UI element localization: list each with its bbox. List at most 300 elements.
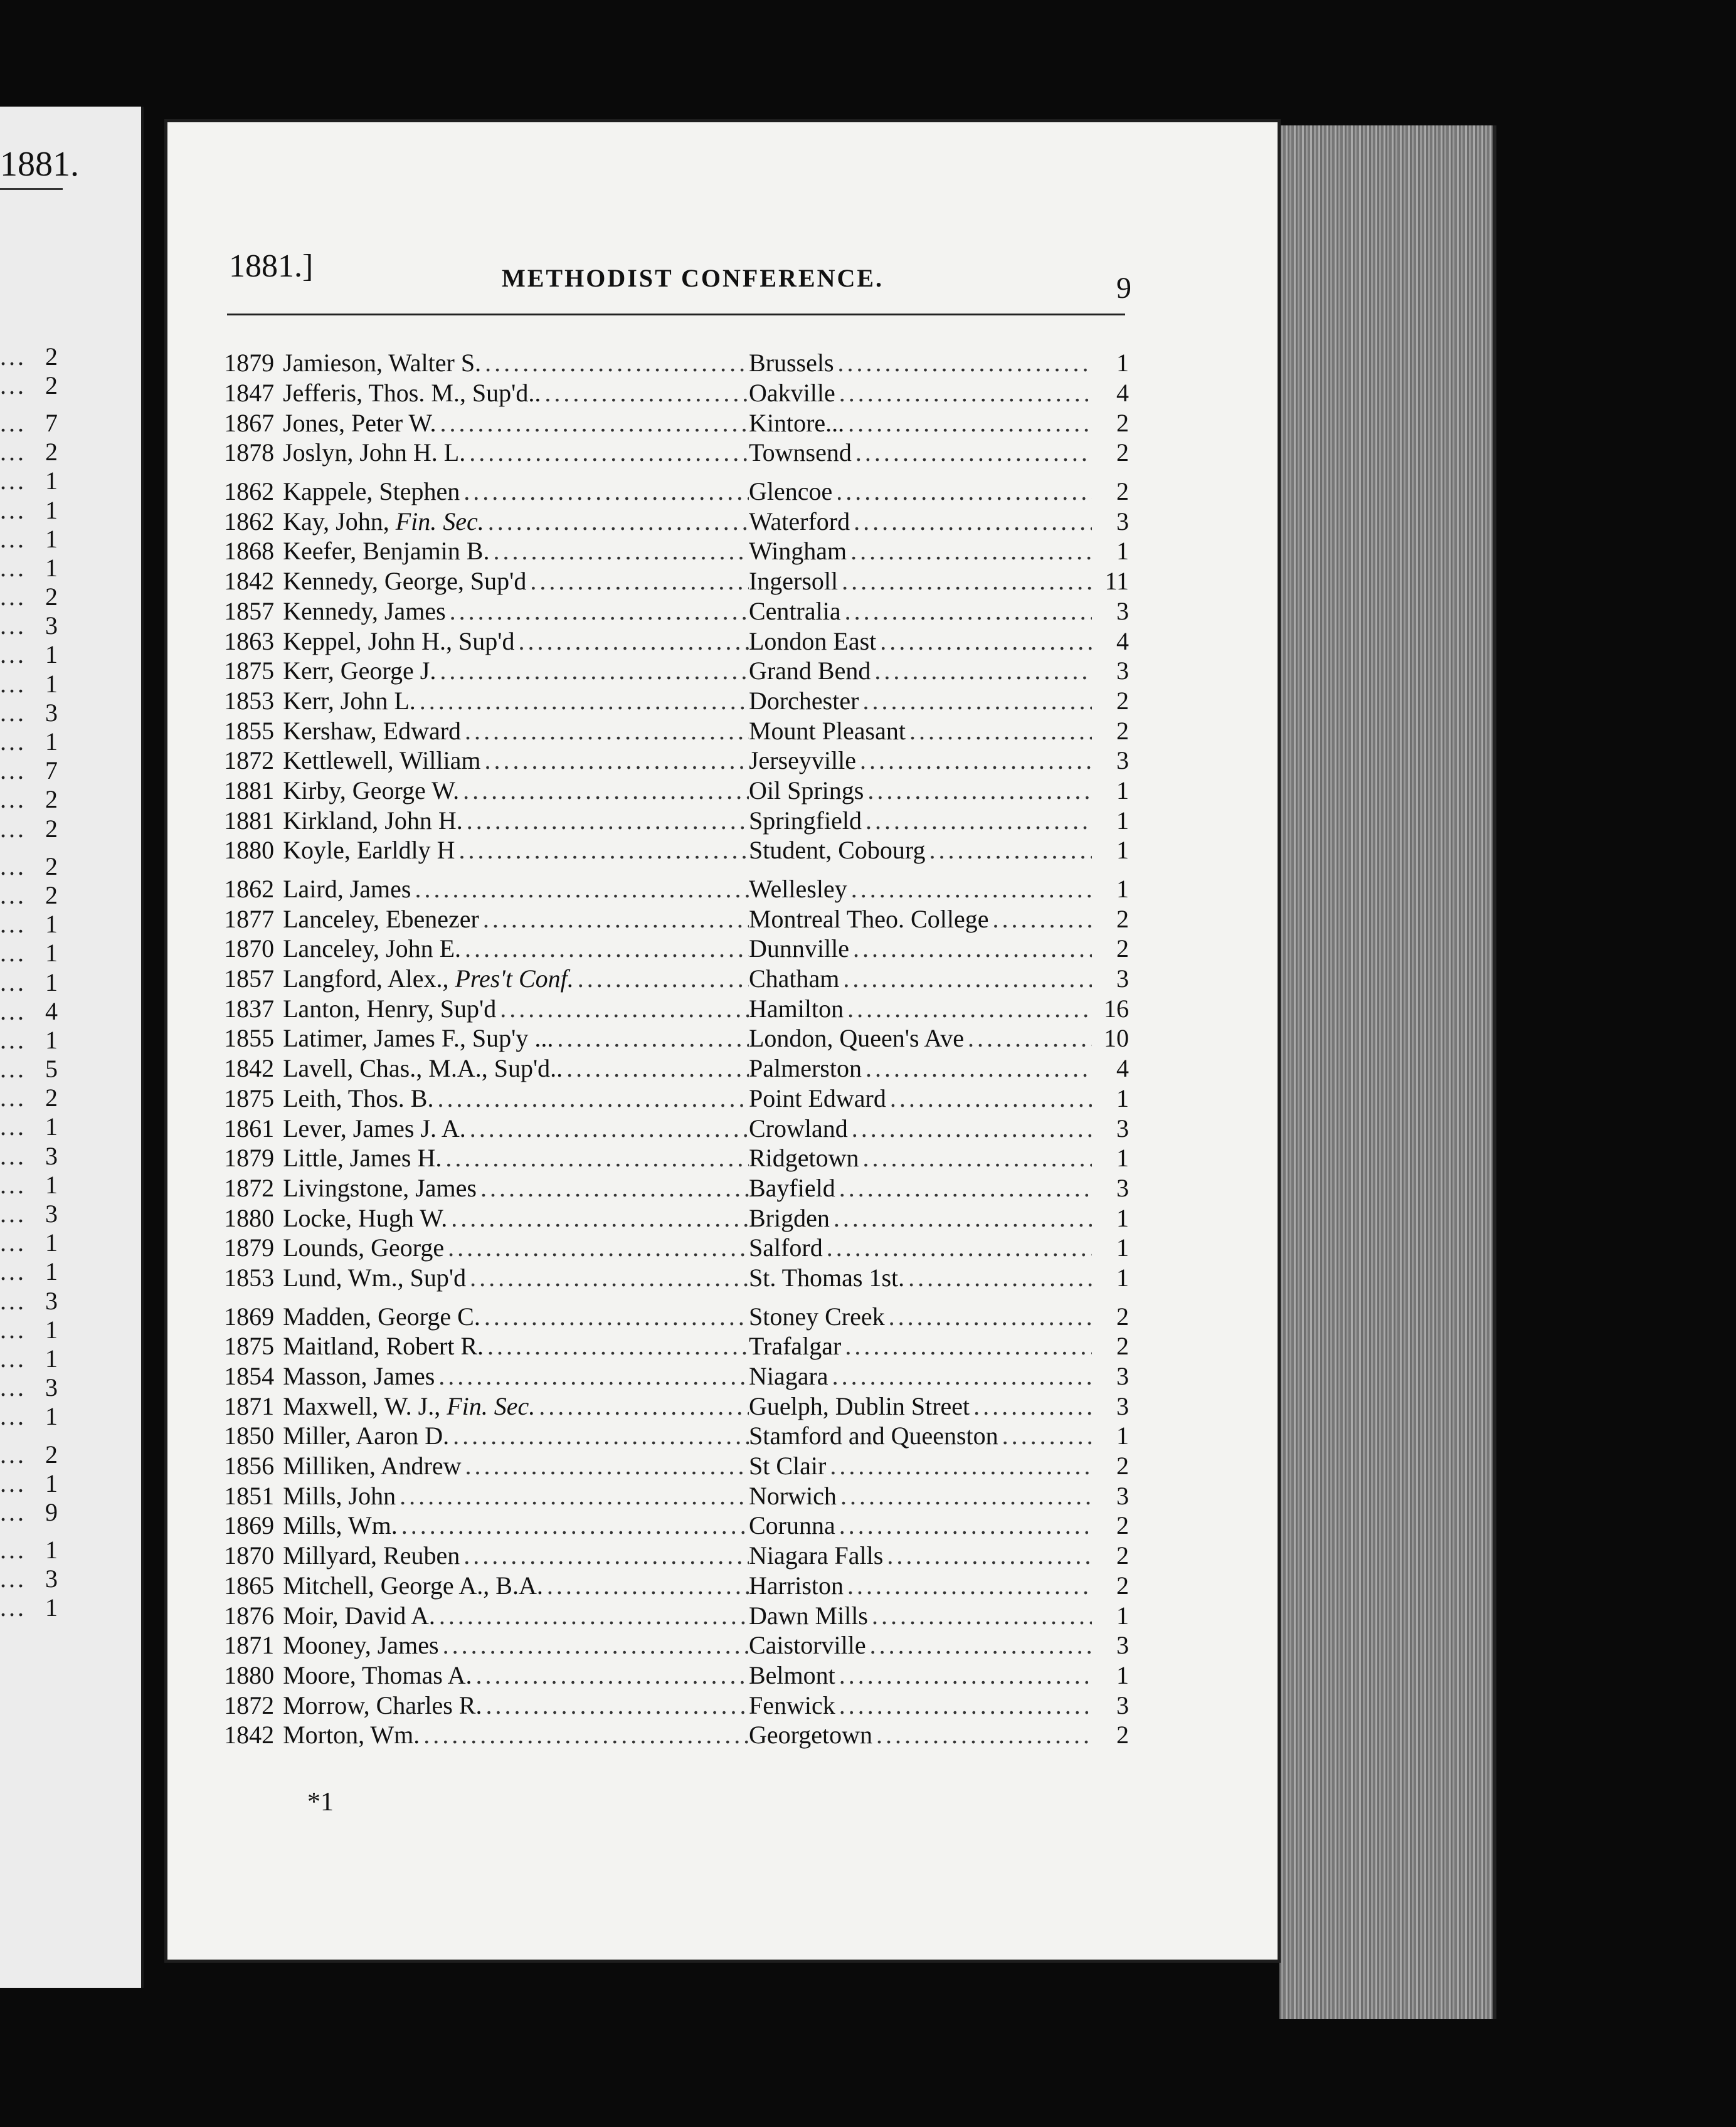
years-count: 3 [1116,1362,1130,1391]
leader-dots [460,477,749,506]
years-count: 1 [1116,1601,1130,1630]
group-gap [194,468,1129,477]
years-count: 3 [1116,1691,1130,1719]
left-leader-dots: ... [0,1112,26,1141]
leader-dots [847,536,1092,566]
leader-dots [444,1233,749,1262]
entry-year: 1857 [224,596,275,625]
left-years-count: 1 [45,910,58,939]
leader-dots [481,348,749,377]
circuit-name: St. Thomas 1st. [748,1263,905,1292]
circuit-name: Norwich [748,1481,837,1510]
minister-name: Moir, David A. [283,1601,435,1630]
left-years-count: 2 [45,1440,58,1469]
left-years-count: 1 [45,1257,58,1286]
entry-year: 1869 [224,1302,275,1331]
entry-year: 1877 [224,904,275,933]
entry-year: 1878 [224,438,275,467]
minister-name: Moore, Thomas A. [283,1660,472,1689]
left-years-count: 3 [45,1141,58,1170]
minister-name: Mills, John [283,1481,396,1510]
leader-dots [872,1720,1092,1750]
minister-row [194,656,1129,686]
minister-row [194,348,1129,378]
circuit-name: Student, Cobourg [748,836,926,865]
left-leader-dots: ... [0,1084,26,1112]
entry-year: 1862 [224,477,275,506]
leader-dots [970,1391,1092,1421]
left-page-rule [0,188,63,190]
circuit-name: Stamford and Queenston [748,1422,998,1450]
minister-name: Jefferis, Thos. M., Sup'd.. [283,379,541,408]
minister-name: Kettlewell, William [283,746,481,775]
minister-row [194,1421,1129,1451]
left-page-row [0,1112,82,1141]
years-count: 2 [1116,934,1130,963]
entry-year: 1876 [224,1601,275,1630]
leader-dots [835,1511,1093,1540]
entry-year: 1872 [224,746,275,775]
minister-name: Kerr, George J. [283,657,437,685]
left-page-row [0,880,82,909]
years-count: 1 [1116,1084,1130,1112]
minister-row [194,776,1129,806]
circuit-name: Crowland [748,1114,848,1143]
years-count: 2 [1116,1721,1130,1750]
left-leader-dots: ... [0,1257,26,1286]
leader-dots [828,1361,1093,1391]
minister-row [194,874,1129,904]
leader-dots [850,507,1092,536]
leader-dots [885,1302,1093,1331]
page-number: 9 [1116,272,1131,305]
left-leader-dots: ... [0,1593,26,1622]
header-rule [227,314,1125,315]
leader-dots [435,1361,749,1391]
years-count: 10 [1104,1024,1130,1053]
entry-year: 1872 [224,1691,275,1719]
minister-row [194,1263,1129,1293]
left-page-row [0,1315,82,1344]
leader-dots [489,536,748,566]
left-page-row [0,1141,82,1170]
left-years-count: 2 [45,583,58,611]
minister-row [194,1023,1129,1053]
left-page-row [0,785,82,814]
left-page-row [0,1440,82,1469]
leader-dots [463,806,749,835]
leader-dots [461,716,749,746]
left-page-row [0,611,82,640]
left-leader-dots: ... [0,1315,26,1344]
left-years-count: 1 [45,727,58,756]
left-years-count: 1 [45,1112,58,1141]
leader-dots [835,1691,1093,1720]
years-count: 2 [1116,477,1130,506]
circuit-name: Mount Pleasant [748,716,906,745]
entry-year: 1865 [224,1571,275,1600]
minister-name: Masson, James [283,1362,435,1391]
left-page-row [0,371,82,399]
left-years-count: 7 [45,756,58,785]
left-years-count: 1 [45,467,58,495]
circuit-name: Ridgetown [748,1144,859,1173]
leader-dots [480,746,749,775]
left-leader-dots: ... [0,880,26,909]
left-page-row [0,910,82,939]
left-page-row [0,1084,82,1112]
minister-name: Livingstone, James [283,1173,477,1202]
circuit-name: Harriston [748,1571,844,1600]
left-leader-dots: ... [0,1025,26,1054]
leader-dots [844,1571,1092,1600]
years-count: 2 [1116,716,1130,745]
minister-name: Lounds, George [283,1233,445,1262]
minister-name: Locke, Hugh W. [283,1203,448,1232]
leader-dots [482,1691,749,1720]
running-head-title: METHODIST CONFERENCE. [502,264,884,292]
left-leader-dots: ... [0,1440,26,1469]
circuit-name: Hamilton [748,994,844,1023]
years-count: 3 [1116,1391,1130,1420]
leader-dots [459,776,749,805]
minister-row [194,566,1129,596]
left-page-row [0,1228,82,1257]
entry-year: 1868 [224,537,275,566]
left-years-count: 1 [45,640,58,669]
leader-dots [925,835,1092,865]
circuit-name: Wellesley [748,875,847,904]
entry-year: 1855 [224,716,275,745]
left-leader-dots: ... [0,1497,26,1526]
minister-office: Fin. Sec. [447,1391,536,1420]
leader-dots [437,408,749,438]
minister-name: Laird, James [283,875,411,904]
left-leader-dots: ... [0,640,26,669]
leader-dots [871,656,1092,685]
circuit-name: Townsend [748,438,852,467]
leader-dots [864,776,1092,805]
leader-dots [844,408,1092,438]
left-page-row [0,1025,82,1054]
years-count: 3 [1116,1631,1130,1660]
entry-year: 1851 [224,1481,275,1510]
circuit-name: Palmerston [748,1054,862,1083]
minister-name: Kay, John, [283,507,389,536]
minister-name: Kerr, John L. [283,686,416,715]
minister-name: Morrow, Charles R. [283,1691,482,1719]
years-count: 1 [1116,1263,1130,1292]
leader-dots [416,686,749,715]
leader-dots [868,1601,1092,1630]
circuit-name: Dunnville [748,934,849,963]
left-years-count: 1 [45,495,58,524]
left-page-row [0,1344,82,1373]
left-years-count: 2 [45,814,58,843]
leader-dots [462,1451,749,1480]
years-count: 2 [1116,1571,1130,1600]
minister-name: Kirby, George W. [283,776,460,805]
leader-dots [466,1263,749,1292]
leader-dots [535,1391,749,1421]
years-count: 1 [1116,875,1130,904]
left-leader-dots: ... [0,583,26,611]
left-years-count: 3 [45,698,58,727]
footnote: *1 [307,1788,334,1817]
leader-dots [480,1302,749,1331]
leader-dots [886,1084,1093,1113]
circuit-name: Brigden [748,1203,830,1232]
left-leader-dots: ... [0,438,26,467]
left-leader-dots: ... [0,852,26,880]
left-years-count: 1 [45,524,58,553]
left-page-row [0,1055,82,1084]
leader-dots [553,1023,749,1053]
leader-dots [420,1720,749,1750]
circuit-name: Kintore... [748,408,845,437]
minister-name: Keppel, John H., Sup'd [283,626,515,655]
left-page-row [0,342,82,371]
minister-row [194,1053,1129,1084]
minister-row [194,477,1129,507]
entry-year: 1842 [224,567,275,596]
entry-year: 1881 [224,776,275,805]
leader-dots [844,994,1092,1023]
entry-year: 1880 [224,1203,275,1232]
minister-row [194,596,1129,626]
entry-year: 1856 [224,1452,275,1480]
leader-dots [442,1143,749,1173]
minister-name: Kershaw, Edward [283,716,462,745]
minister-name: Mills, Wm. [283,1511,398,1540]
leader-dots [866,1630,1093,1660]
minister-row [194,1391,1129,1421]
left-years-count: 1 [45,939,58,968]
leader-dots [449,1421,749,1450]
years-count: 1 [1116,1422,1130,1450]
years-count: 16 [1104,994,1130,1023]
leader-dots [433,1084,749,1113]
entry-year: 1872 [224,1173,275,1202]
circuit-name: Jerseyville [748,746,857,775]
left-group-gap [0,399,82,408]
left-years-count: 5 [45,1055,58,1084]
leader-dots [477,1173,749,1203]
years-count: 3 [1116,1481,1130,1510]
leader-dots [574,964,749,993]
minister-name: Little, James H. [283,1144,442,1173]
left-leader-dots: ... [0,495,26,524]
circuit-name: Dawn Mills [748,1601,868,1630]
left-page-row [0,408,82,437]
entry-year: 1881 [224,806,275,835]
entry-year: 1867 [224,408,275,437]
circuit-name: Oakville [748,379,835,408]
left-leader-dots: ... [0,669,26,698]
years-count: 1 [1116,349,1130,377]
leader-dots [839,964,1092,993]
minister-row [194,1690,1129,1720]
years-count: 1 [1116,776,1130,805]
left-leader-dots: ... [0,698,26,727]
years-count: 2 [1116,438,1130,467]
leader-dots [847,874,1093,904]
minister-row [194,746,1129,776]
leader-dots [904,1263,1092,1292]
left-leader-dots: ... [0,968,26,996]
left-leader-dots: ... [0,785,26,814]
left-leader-dots: ... [0,1141,26,1170]
leader-dots [461,934,749,963]
left-page-row [0,524,82,553]
minister-list [194,348,1129,1750]
leader-dots [841,1331,1092,1361]
entry-year: 1863 [224,626,275,655]
left-years-count: 3 [45,1200,58,1228]
left-leader-dots: ... [0,910,26,939]
leader-dots [823,1233,1093,1262]
leader-dots [883,1541,1092,1570]
left-page-row [0,438,82,467]
minister-row [194,1720,1129,1750]
entry-year: 1857 [224,964,275,993]
left-years-count: 1 [45,553,58,582]
entry-year: 1853 [224,686,275,715]
circuit-name: Belmont [748,1660,835,1689]
minister-name: Kirkland, John H. [283,806,463,835]
minister-name: Kennedy, James [283,596,446,625]
leader-dots [543,1571,749,1600]
years-count: 2 [1116,686,1130,715]
left-leader-dots: ... [0,408,26,437]
minister-row [194,506,1129,536]
minister-name: Lund, Wm., Sup'd [283,1263,467,1292]
entry-year: 1842 [224,1721,275,1750]
left-years-count: 3 [45,1286,58,1315]
minister-name: Kennedy, George, Sup'd [283,567,527,596]
leader-dots [832,477,1092,506]
circuit-name: Bayfield [748,1173,835,1202]
left-years-count: 9 [45,1497,58,1526]
leader-dots [835,1660,1093,1690]
minister-row [194,993,1129,1023]
years-count: 1 [1116,806,1130,835]
minister-row [194,536,1129,566]
leader-dots [859,1143,1093,1173]
left-leader-dots: ... [0,1344,26,1373]
minister-row [194,1630,1129,1660]
minister-row [194,805,1129,835]
leader-dots [837,1481,1092,1511]
minister-row [194,715,1129,746]
left-page-row [0,467,82,495]
minister-name: Maxwell, W. J., [283,1391,441,1420]
entry-year: 1880 [224,1660,275,1689]
left-leader-dots: ... [0,1200,26,1228]
years-count: 1 [1116,1660,1130,1689]
minister-name: Leith, Thos. B. [283,1084,434,1112]
left-page-row [0,698,82,727]
minister-name: Kappele, Stephen [283,477,460,506]
leader-dots [435,1601,749,1630]
leader-dots [848,1114,1093,1143]
leader-dots [964,1023,1092,1053]
left-page-row [0,939,82,968]
minister-row [194,1143,1129,1173]
left-leader-dots: ... [0,1402,26,1431]
minister-name: Lanceley, Ebenezer [283,904,479,933]
leader-dots [446,596,749,626]
circuit-name: Corunna [748,1511,835,1540]
entry-year: 1862 [224,875,275,904]
circuit-name: Ingersoll [748,567,839,596]
entry-year: 1837 [224,994,275,1023]
left-leader-dots: ... [0,467,26,495]
minister-row [194,686,1129,716]
minister-row [194,934,1129,964]
left-leader-dots: ... [0,371,26,399]
entry-year: 1879 [224,349,275,377]
left-leader-dots: ... [0,1373,26,1402]
years-count: 2 [1116,1452,1130,1480]
circuit-name: Niagara [748,1362,828,1391]
minister-row [194,408,1129,438]
leader-dots [455,835,749,865]
left-years-count: 1 [45,1402,58,1431]
left-years-count: 1 [45,1025,58,1054]
left-years-count: 1 [45,1170,58,1199]
minister-name: Joslyn, John H. L. [283,438,466,467]
years-count: 3 [1116,596,1130,625]
minister-name: Lever, James J. A. [283,1114,466,1143]
left-years-count: 1 [45,669,58,698]
years-count: 2 [1116,1332,1130,1361]
left-leader-dots: ... [0,553,26,582]
leader-dots [834,348,1093,377]
minister-name: Morton, Wm. [283,1721,420,1750]
entry-year: 1862 [224,507,275,536]
leader-dots [541,378,749,408]
years-count: 2 [1116,1541,1130,1570]
circuit-name: Chatham [748,964,840,993]
minister-row [194,1084,1129,1114]
left-leader-dots: ... [0,1469,26,1497]
left-leader-dots: ... [0,1170,26,1199]
minister-name: Langford, Alex., [283,964,449,993]
entry-year: 1875 [224,1084,275,1112]
left-page-column [0,342,82,1622]
left-years-count: 1 [45,1228,58,1257]
minister-row [194,1113,1129,1143]
left-page-row [0,1536,82,1565]
group-gap [194,865,1129,874]
circuit-name: Oil Springs [748,776,864,805]
minister-row [194,904,1129,934]
left-leader-dots: ... [0,756,26,785]
left-years-count: 1 [45,968,58,996]
circuit-name: Springfield [748,806,862,835]
leader-dots [826,1451,1092,1480]
minister-row [194,835,1129,865]
left-page-row [0,553,82,582]
leader-dots [859,686,1092,715]
left-years-count: 7 [45,408,58,437]
years-count: 1 [1116,836,1130,865]
left-leader-dots: ... [0,611,26,640]
left-years-count: 2 [45,852,58,880]
entry-year: 1850 [224,1422,275,1450]
minister-row [194,1233,1129,1263]
